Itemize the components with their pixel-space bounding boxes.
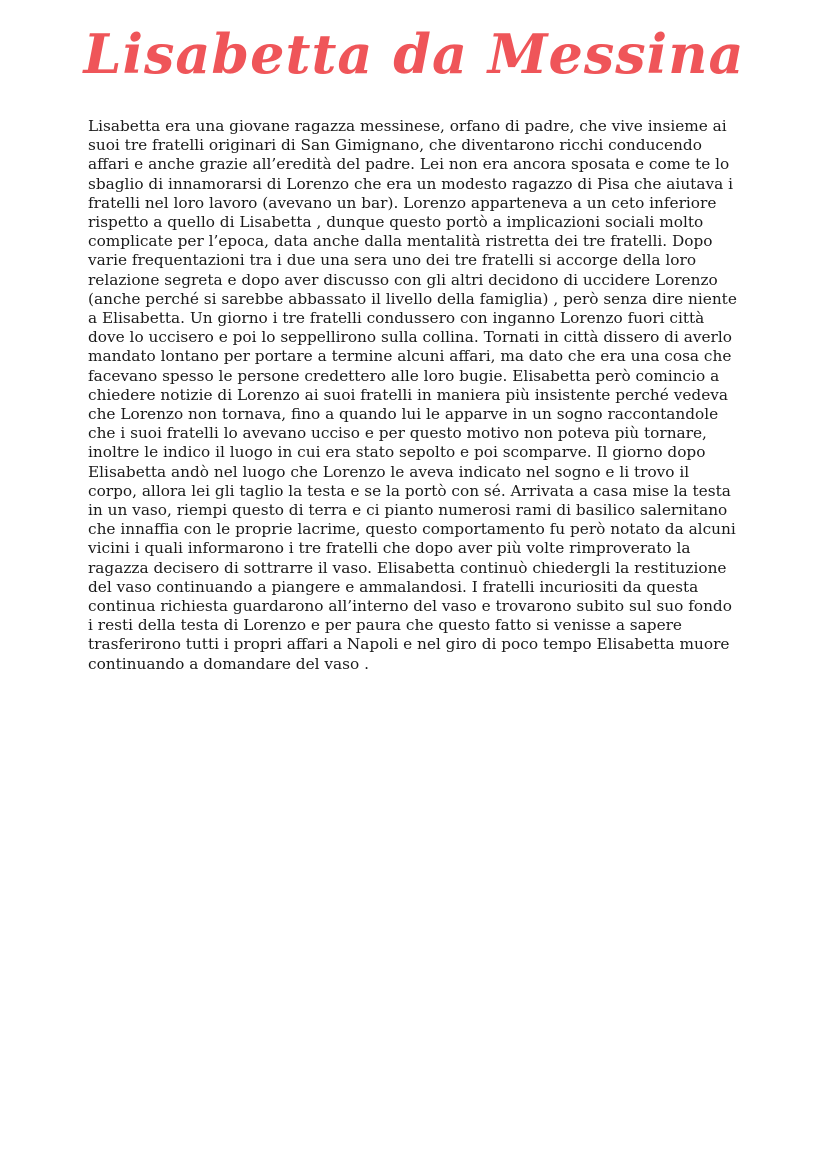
document-title: Lisabetta da Messina [83,22,745,86]
document-body-paragraph: Lisabetta era una giovane ragazza messinese, orfano di padre, che vive insieme ai suoi tre fratelli originari di San Gimignano, che diventarono ricchi conducendo affari e anche grazie all’eredità del padre. Lei non era ancora sposata e come te lo sbaglio di innamorarsi di Lorenzo che era un modesto ragazzo di Pisa che aiutava i fratelli nel loro lavoro (avevano un bar). Lorenzo apparteneva a un ceto inferiore rispetto a quello di Lisabetta , dunque questo portò a implicazioni sociali molto complicate per l’epoca, data anche dalla mentalità ristretta dei tre fratelli. Dopo varie frequentazioni tra i due una sera uno dei tre fratelli si accorge della loro relazione segreta e dopo aver discusso con gli altri decidono di uccidere Lorenzo (anche perché si sarebbe abbassato il livello della famiglia) , però senza dire niente a Elisabetta. Un giorno i tre fratelli condussero con inganno Lorenzo fuori città dove lo uccisero e poi lo seppellirono sulla collina. Tornati in città dissero di averlo mandato lontano per portare a termine alcuni affari, ma dato che era una cosa che facevano spesso le persone credettero alle loro bugie. Elisabetta però comincio a chiedere notizie di Lorenzo ai suoi fratelli in maniera più insistente perché vedeva che Lorenzo non tornava, fino a quando lui le apparve in un sogno raccontandole che i suoi fratelli lo avevano ucciso e per questo motivo non poteva più tornare, inoltre le indico il luogo in cui era stato sepolto e poi scomparve. Il giorno dopo Elisabetta andò nel luogo che Lorenzo le aveva indicato nel sogno e li trovo il corpo, allora lei gli taglio la testa e se la portò con sé. Arrivata a casa mise la testa in un vaso, riempi questo di terra e ci pianto numerosi rami di basilico salernitano che innaffia con le proprie lacrime, questo comportamento fu però notato da alcuni vicini i quali informarono i tre fratelli che dopo aver più volte rimproverato la ragazza decisero di sottrarre il vaso. Elisabetta continuò chiedergli la restituzione del vaso continuando a piangere e ammalandosi. I fratelli incuriositi da questa continua richiesta guardarono all’interno del vaso e trovarono subito sul suo fondo i resti della testa di Lorenzo e per paura che questo fatto si venisse a sapere trasferirono tutti i propri affari a Napoli e nel giro di poco tempo Elisabetta muore continuando a domandare del vaso . [88,117,737,673]
